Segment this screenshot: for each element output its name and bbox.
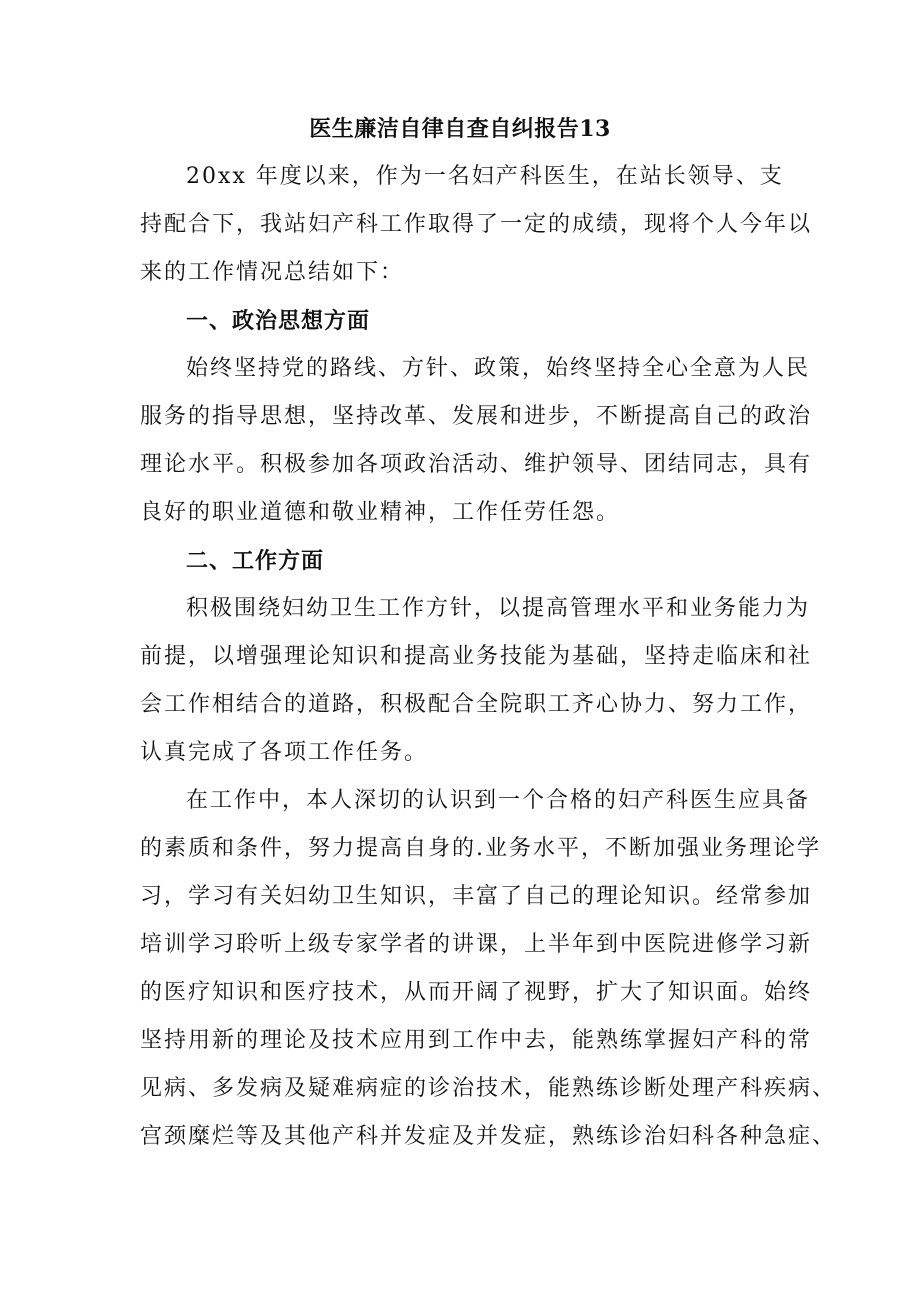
paragraph-practice-line-1: 在工作中，本人深切的认识到一个合格的妇产科医生应具备 (186, 788, 811, 813)
section-heading-work: 二、工作方面 (186, 548, 325, 574)
paragraph-work-line-4: 认真完成了各项工作任务。 (140, 740, 429, 765)
section-heading-political-thought: 一、政治思想方面 (186, 308, 371, 334)
paragraph-political-line-1: 始终坚持党的路线、方针、政策，始终坚持全心全意为人民 (186, 356, 811, 381)
paragraph-political-line-4: 良好的职业道德和敬业精神，工作任劳任怨。 (140, 500, 621, 525)
paragraph-practice-line-4: 培训学习聆听上级专家学者的讲课，上半年到中医院进修学习新 (140, 932, 813, 957)
paragraph-intro-line-1: 20xx 年度以来，作为一名妇产科医生，在站长领导、支 (186, 164, 784, 189)
paragraph-political-line-2: 服务的指导思想，坚持改革、发展和进步，不断提高自己的政治 (140, 404, 813, 429)
paragraph-practice-line-7: 见病、多发病及疑难病症的诊治技术，能熟练诊断处理产科疾病、 (140, 1076, 837, 1101)
paragraph-practice-line-3: 习，学习有关妇幼卫生知识，丰富了自己的理论知识。经常参加 (140, 884, 813, 909)
paragraph-work-line-1: 积极围绕妇幼卫生工作方针，以提高管理水平和业务能力为 (186, 596, 811, 621)
paragraph-practice-line-8: 宫颈糜烂等及其他产科并发症及并发症，熟练诊治妇科各种急症、 (140, 1124, 837, 1149)
paragraph-work-line-3: 会工作相结合的道路，积极配合全院职工齐心协力、努力工作， (140, 692, 813, 717)
paragraph-political-line-3: 理论水平。积极参加各项政治活动、维护领导、团结同志，具有 (140, 452, 813, 477)
paragraph-work-line-2: 前提，以增强理论知识和提高业务技能为基础，坚持走临床和社 (140, 644, 813, 669)
paragraph-practice-line-5: 的医疗知识和医疗技术，从而开阔了视野，扩大了知识面。始终 (140, 980, 813, 1005)
document-title: 医生廉洁自律自查自纠报告13 (309, 116, 611, 142)
paragraph-intro-line-3: 来的工作情况总结如下： (140, 260, 405, 285)
paragraph-practice-line-2: 的素质和条件，努力提高自身的.业务水平，不断加强业务理论学 (140, 836, 821, 861)
paragraph-practice-line-6: 坚持用新的理论及技术应用到工作中去，能熟练掌握妇产科的常 (140, 1028, 813, 1053)
paragraph-intro-line-2: 持配合下，我站妇产科工作取得了一定的成绩，现将个人今年以 (140, 212, 813, 237)
